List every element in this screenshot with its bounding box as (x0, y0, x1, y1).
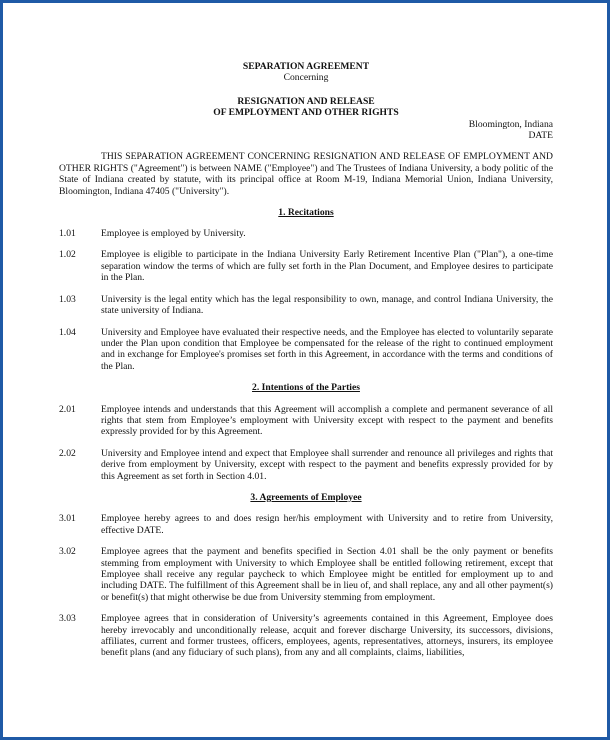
clause-text: Employee intends and understands that this Agreement will accomplish a complete and permanent severance of all rights that stem from Employee’s employment with University except with respect to the payment and benefits expressly provided for by this Agreement. (101, 403, 553, 438)
clause (59, 613, 553, 659)
clause-number: 1.02 (59, 249, 76, 261)
clause (59, 513, 553, 536)
clause-number: 3.02 (59, 546, 76, 558)
section-heading: 1. Recitations (278, 206, 334, 218)
clause-text: Employee agrees that in consideration of University’s agreements contained in this Agreement, Employee does hereby irrevocably and unconditionally release, acquit and forever discharge University, its successors, divisions, affiliates, current and former trustees, officers, employees, agents, representatives, attorneys, insurers, its employee benefit plans (and any fiduciary of such plans), from any and all complaints, claims, liabilities, (101, 613, 553, 659)
date: DATE (528, 130, 553, 142)
clause-text: University and Employee intend and expect that Employee shall surrender and renounce all privileges and rights that derive from employment by University, except with respect to the payment and benefits expressly provided for by this Agreement as set forth in Section 4.01. (101, 447, 553, 482)
clause (59, 228, 553, 239)
clause-text: Employee is employed by University. (101, 228, 246, 240)
clause (59, 404, 553, 438)
clause-number: 2.01 (59, 403, 76, 415)
section-intentions (59, 382, 553, 482)
clause-number: 1.04 (59, 326, 76, 338)
clause-text: Employee is eligible to participate in the Indiana University Early Retirement Incentive Plan ("Plan"), a one-time separation window the terms of which are fully set forth in the Plan Document, and Employee desires to participate in the Plan. (101, 249, 553, 284)
clause-number: 3.01 (59, 513, 76, 525)
section-heading: 2. Intentions of the Parties (252, 382, 360, 394)
clause (59, 546, 553, 603)
document-title-line-2: OF EMPLOYMENT AND OTHER RIGHTS (213, 107, 399, 119)
document-title: SEPARATION AGREEMENT (242, 61, 370, 72)
clause-text: Employee hereby agrees to and does resign her/his employment with University and to retire from University, effective DATE. (101, 513, 553, 536)
clause (59, 448, 553, 482)
section-recitations (59, 207, 553, 372)
clause (59, 294, 553, 317)
document-subtitle: Concerning (283, 72, 329, 84)
clause-text: University and Employee have evaluated their respective needs, and the Employee has elected to voluntarily separate under the Plan upon condition that Employee be compensated for the release of the right to continued employment and in exchange for Employee's promises set forth in this Agreement, in accordance with the terms and conditions of the Plan. (101, 326, 553, 372)
section-agreements (59, 492, 553, 659)
clause-text: Employee agrees that the payment and benefits specified in Section 4.01 shall be the only payment or benefits stemming from employment with University to which Employee shall be entitled following retirement, except that Employee shall receive any regular paycheck to which Employee might be entitled for employment up to and including DATE. The fulfillment of this Agreement shall be in lieu of, and shall replace, any and all other payment(s) or benefit(s) that might otherwise be due from University stemming from employment. (101, 546, 553, 603)
clause-number: 2.02 (59, 447, 76, 459)
clause-text: University is the legal entity which has the legal responsibility to own, manage, and control Indiana University, the state university of Indiana. (101, 293, 553, 317)
clause (59, 249, 553, 283)
section-heading: 3. Agreements of Employee (250, 491, 362, 503)
document-title-line-1: RESIGNATION AND RELEASE (237, 95, 375, 107)
clause-number: 3.03 (59, 613, 76, 625)
clause (59, 327, 553, 373)
document-page (59, 61, 553, 669)
intro-paragraph: THIS SEPARATION AGREEMENT CONCERNING RESIGNATION AND RELEASE OF EMPLOYMENT AND OTHER RIGHTS ("Agreement") is between NAME ("Employee") and The Trustees of Indiana University, a body politic of the State of Indiana created by statute, with its principal office at Room M-19, Indiana Memorial Union, Indiana University, Bloomington, Indiana 47405 ("University"). (59, 151, 553, 197)
clause-number: 1.03 (59, 293, 76, 305)
location: Bloomington, Indiana (468, 118, 553, 130)
clause-number: 1.01 (59, 228, 76, 240)
